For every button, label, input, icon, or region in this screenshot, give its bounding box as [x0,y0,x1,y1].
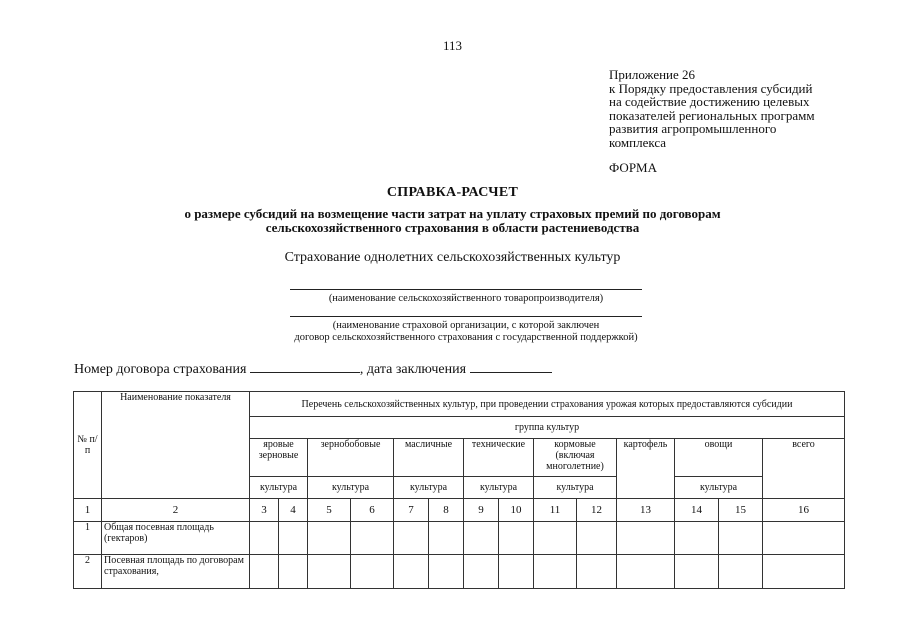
insurance-type: Страхование однолетних сельскохозяйственных культур [284,250,621,265]
column-number: 10 [499,499,534,522]
column-number: 2 [102,499,250,522]
column-number: 13 [617,499,675,522]
column-number: 9 [464,499,499,522]
header-vegetables: овощи [675,439,763,477]
insurer-caption-line: (наименование страховой организации, с которой заключен [332,320,600,331]
column-number: 14 [675,499,719,522]
data-cell[interactable] [464,522,499,555]
insurer-caption-line: договор сельскохозяйственного страхования с государственной поддержкой) [294,332,638,343]
data-cell[interactable] [763,522,845,555]
row-number: 1 [74,522,102,555]
row-label: Общая посевная площадь (гектаров) [102,522,250,555]
data-cell[interactable] [675,555,719,589]
data-cell[interactable] [719,555,763,589]
data-cell[interactable] [351,522,394,555]
contract-number-label: Номер договора страхования [74,362,247,377]
data-cell[interactable] [279,555,308,589]
contract-date-field[interactable] [470,360,552,373]
header-culture: культура [675,477,763,499]
data-cell[interactable] [675,522,719,555]
data-cell[interactable] [351,555,394,589]
data-cell[interactable] [308,522,351,555]
header-crop-group: группа культур [250,417,845,439]
subtitle-line: о размере субсидий на возмещение части затрат на уплату страховых премий по договорам [184,206,721,221]
data-cell[interactable] [250,522,279,555]
data-cell[interactable] [617,555,675,589]
form-label: ФОРМА [609,160,657,175]
data-cell[interactable] [617,522,675,555]
column-number: 16 [763,499,845,522]
contract-date-label: , дата заключения [359,362,467,377]
data-cell[interactable] [499,555,534,589]
data-cell[interactable] [719,522,763,555]
header-oilseed: масличные [394,439,464,477]
data-cell[interactable] [534,522,577,555]
data-cell[interactable] [308,555,351,589]
header-culture: культура [308,477,394,499]
page-number: 113 [442,38,463,53]
appendix-line: Приложение 26 [609,67,696,82]
data-cell[interactable] [279,522,308,555]
header-total: всего [763,439,845,499]
data-cell[interactable] [577,522,617,555]
producer-caption: (наименование сельскохозяйственного товаропроизводителя) [328,293,604,304]
header-culture: культура [394,477,464,499]
contract-line [74,360,552,378]
column-number: 8 [429,499,464,522]
insurer-name-field[interactable] [290,316,642,317]
column-number: 6 [351,499,394,522]
header-indicator: Наименование показателя [102,392,250,499]
header-legumes: зернобобовые [308,439,394,477]
column-number: 12 [577,499,617,522]
data-cell[interactable] [250,555,279,589]
column-number: 1 [74,499,102,522]
document-title: СПРАВКА-РАСЧЕТ [386,185,519,200]
contract-number-field[interactable] [250,360,360,373]
header-spring-grain: яровые зерновые [250,439,308,477]
table-row [74,522,845,555]
appendix-line: на содействие достижению целевых [609,94,810,109]
table-row [74,555,845,589]
header-forage: кормовые (включая многолетние) [534,439,617,477]
appendix-line: показателей региональных программ [609,107,815,123]
header-culture: культура [534,477,617,499]
header-culture: культура [464,477,534,499]
data-cell[interactable] [499,522,534,555]
header-potato: картофель [617,439,675,499]
data-cell[interactable] [394,522,429,555]
column-number: 11 [534,499,577,522]
header-technical: технические [464,439,534,477]
column-number: 3 [250,499,279,522]
subtitle-line: сельскохозяйственного страхования в области растениеводства [265,219,640,235]
data-cell[interactable] [534,555,577,589]
column-number: 4 [279,499,308,522]
appendix-line: комплекса [609,134,667,150]
appendix-line: к Порядку предоставления субсидий [609,80,813,96]
subsidy-calculation-table [73,391,845,589]
data-cell[interactable] [464,555,499,589]
column-number: 7 [394,499,429,522]
data-cell[interactable] [577,555,617,589]
document-subtitle [100,207,805,234]
data-cell[interactable] [394,555,429,589]
appendix-line: развития агропромышленного [609,121,777,136]
header-culture: культура [250,477,308,499]
row-number: 2 [74,555,102,589]
header-crops-list: Перечень сельскохозяйственных культур, при проведении страхования урожая которых предоставляются субсидии [250,392,845,417]
data-cell[interactable] [429,555,464,589]
data-cell[interactable] [763,555,845,589]
header-num: № п/п [74,392,102,499]
column-number: 5 [308,499,351,522]
insurer-caption [220,320,712,344]
data-cell[interactable] [429,522,464,555]
column-number: 15 [719,499,763,522]
row-label: Посевная площадь по договорам страхования, [102,555,250,589]
producer-name-field[interactable] [290,289,642,290]
appendix-header [609,68,869,149]
